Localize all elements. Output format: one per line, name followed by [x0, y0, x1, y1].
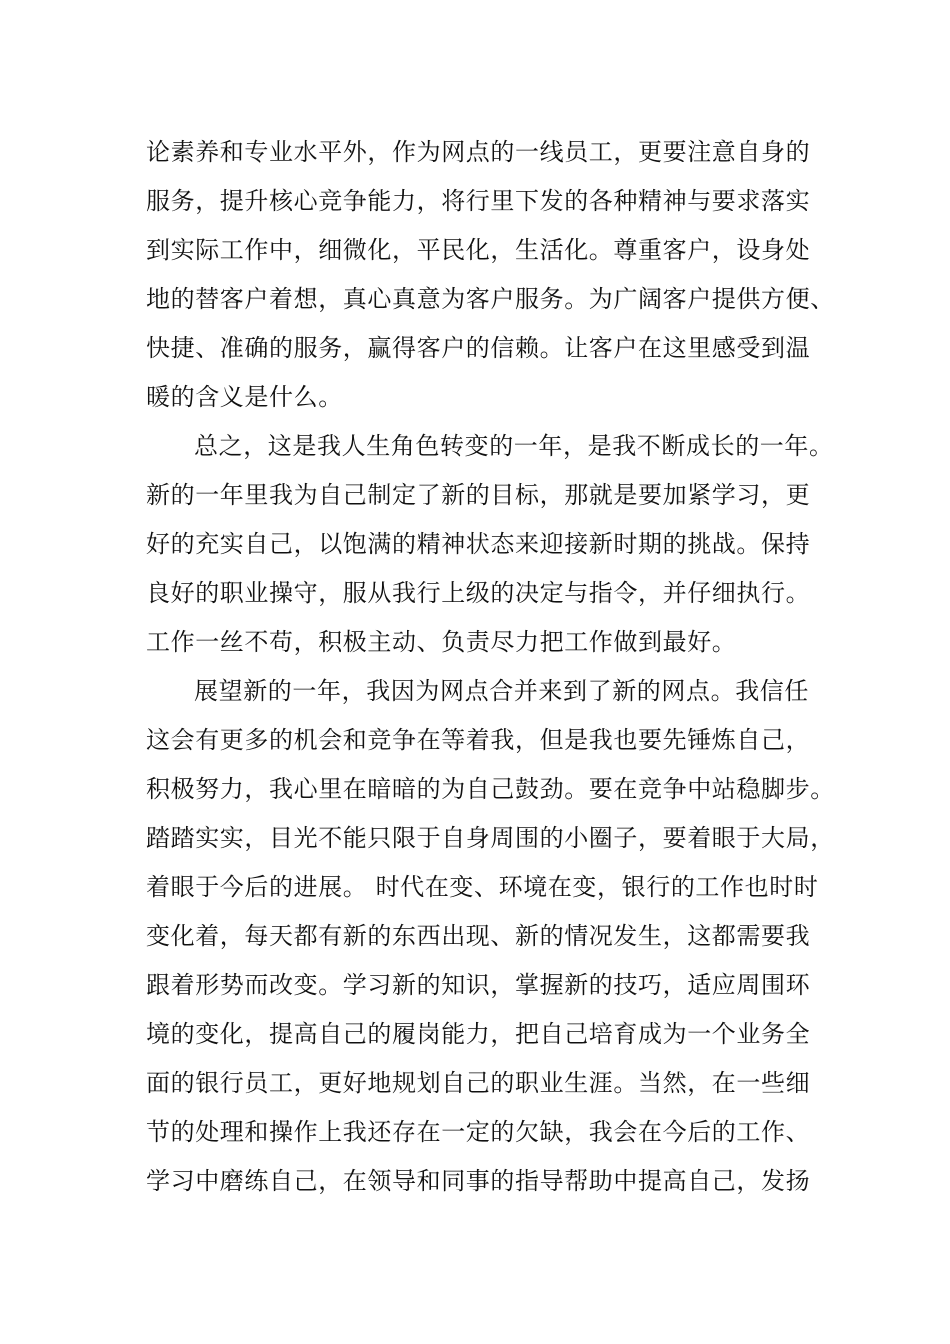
text-line: 论素养和专业水平外，作为网点的一线员工，更要注意自身的 — [146, 138, 811, 166]
text-line: 节的处理和操作上我还存在一定的欠缺，我会在今后的工作、 — [146, 1118, 811, 1146]
body-text — [146, 128, 846, 1206]
text-line: 积极努力，我心里在暗暗的为自己鼓劲。要在竞争中站稳脚步。 — [146, 775, 835, 803]
paragraph-start-line: 展望新的一年，我因为网点合并来到了新的网点。我信任 — [194, 677, 809, 705]
text-line: 地的替客户着想，真心真意为客户服务。为广阔客户提供方便、 — [146, 285, 835, 313]
text-line: 境的变化，提高自己的履岗能力，把自己培育成为一个业务全 — [146, 1020, 811, 1048]
text-line: 这会有更多的机会和竞争在等着我，但是我也要先锤炼自己， — [146, 726, 811, 754]
text-line: 面的银行员工，更好地规划自己的职业生涯。当然，在一些细 — [146, 1069, 811, 1097]
text-line: 好的充实自己，以饱满的精神状态来迎接新时期的挑战。保持 — [146, 530, 811, 558]
text-line: 工作一丝不苟，积极主动、负责尽力把工作做到最好。 — [146, 628, 737, 656]
text-line: 着眼于今后的进展。 时代在变、环境在变，银行的工作也时时 — [146, 873, 819, 901]
paragraph-start-line: 总之，这是我人生角色转变的一年，是我不断成长的一年。 — [194, 432, 834, 460]
text-line: 服务，提升核心竞争能力，将行里下发的各种精神与要求落实 — [146, 187, 811, 215]
text-line: 跟着形势而改变。学习新的知识，掌握新的技巧，适应周围环 — [146, 971, 811, 999]
text-line: 快捷、准确的服务，赢得客户的信赖。让客户在这里感受到温 — [146, 334, 811, 362]
text-line: 学习中磨练自己，在领导和同事的指导帮助中提高自己，发扬 — [146, 1167, 811, 1195]
text-line: 良好的职业操守，服从我行上级的决定与指令，并仔细执行。 — [146, 579, 811, 607]
text-line: 新的一年里我为自己制定了新的目标，那就是要加紧学习，更 — [146, 481, 811, 509]
text-line: 变化着，每天都有新的东西出现、新的情况发生，这都需要我 — [146, 922, 811, 950]
text-line: 暖的含义是什么。 — [146, 383, 343, 411]
text-line: 到实际工作中，细微化，平民化，生活化。尊重客户，设身处 — [146, 236, 811, 264]
text-line: 踏踏实实，目光不能只限于自身周围的小圈子，要着眼于大局， — [146, 824, 835, 852]
